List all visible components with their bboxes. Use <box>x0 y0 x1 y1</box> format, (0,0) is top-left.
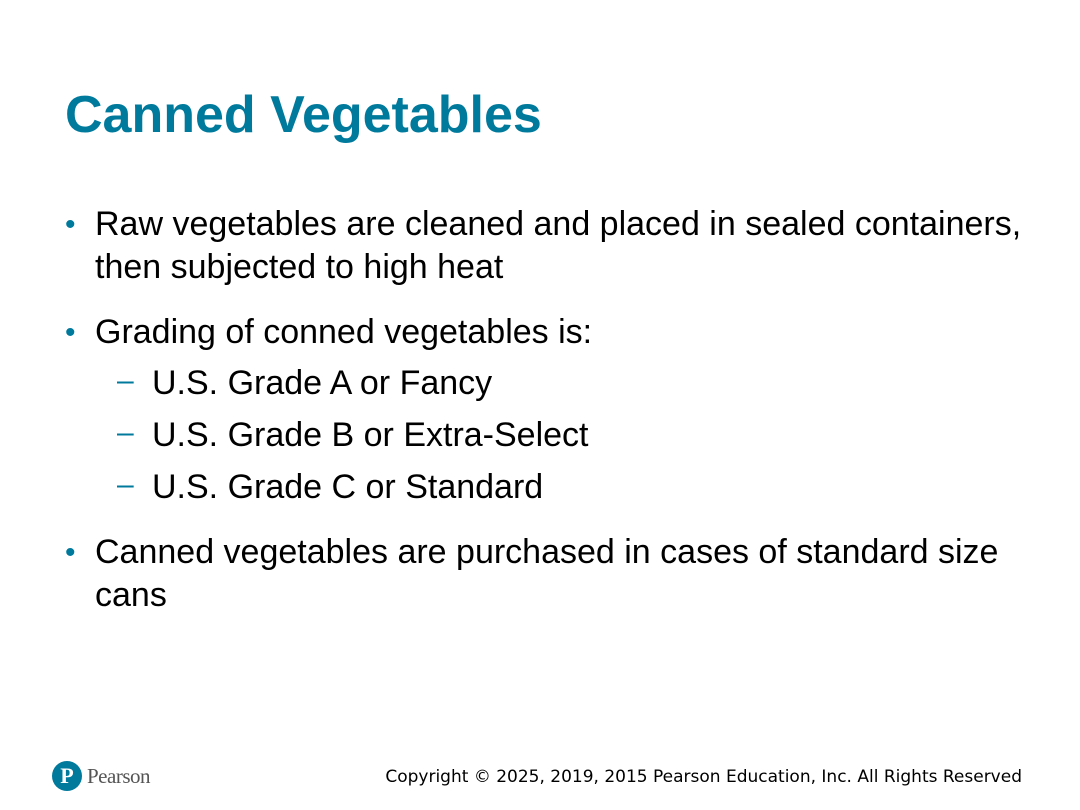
pearson-logo <box>52 759 150 793</box>
dash-icon: – <box>117 364 134 397</box>
bullet-item-raw-vegetables <box>65 203 1025 289</box>
grade-sub-list <box>95 362 1025 509</box>
sub-item-text: U.S. Grade C or Standard <box>152 468 544 506</box>
sub-item-grade-a <box>95 362 1025 405</box>
copyright-notice: Copyright © 2025, 2019, 2015 Pearson Education, Inc. All Rights Reserved <box>385 767 1022 787</box>
slide-title: Canned Vegetables <box>65 86 542 144</box>
dash-icon: – <box>117 468 134 501</box>
sub-item-text: U.S. Grade A or Fancy <box>152 364 493 402</box>
bullet-icon: • <box>65 208 76 241</box>
sub-item-grade-b <box>95 414 1025 457</box>
pearson-logo-icon: P <box>52 761 82 791</box>
bullet-text: Raw vegetables are cleaned and placed in sealed containers, then subjected to high heat <box>95 205 1022 286</box>
sub-item-text: U.S. Grade B or Extra-Select <box>152 416 589 454</box>
bullet-text: Grading of conned vegetables is: <box>95 313 593 351</box>
pearson-logo-text: Pearson <box>87 763 150 788</box>
bullet-icon: • <box>65 536 76 569</box>
bullet-item-purchased-in-cases <box>65 531 1025 617</box>
dash-icon: – <box>117 416 134 449</box>
bullet-icon: • <box>65 316 76 349</box>
bullet-list <box>65 203 1025 639</box>
sub-item-grade-c <box>95 466 1025 509</box>
bullet-item-grading <box>65 311 1025 509</box>
bullet-text: Canned vegetables are purchased in cases of standard size cans <box>95 533 999 614</box>
